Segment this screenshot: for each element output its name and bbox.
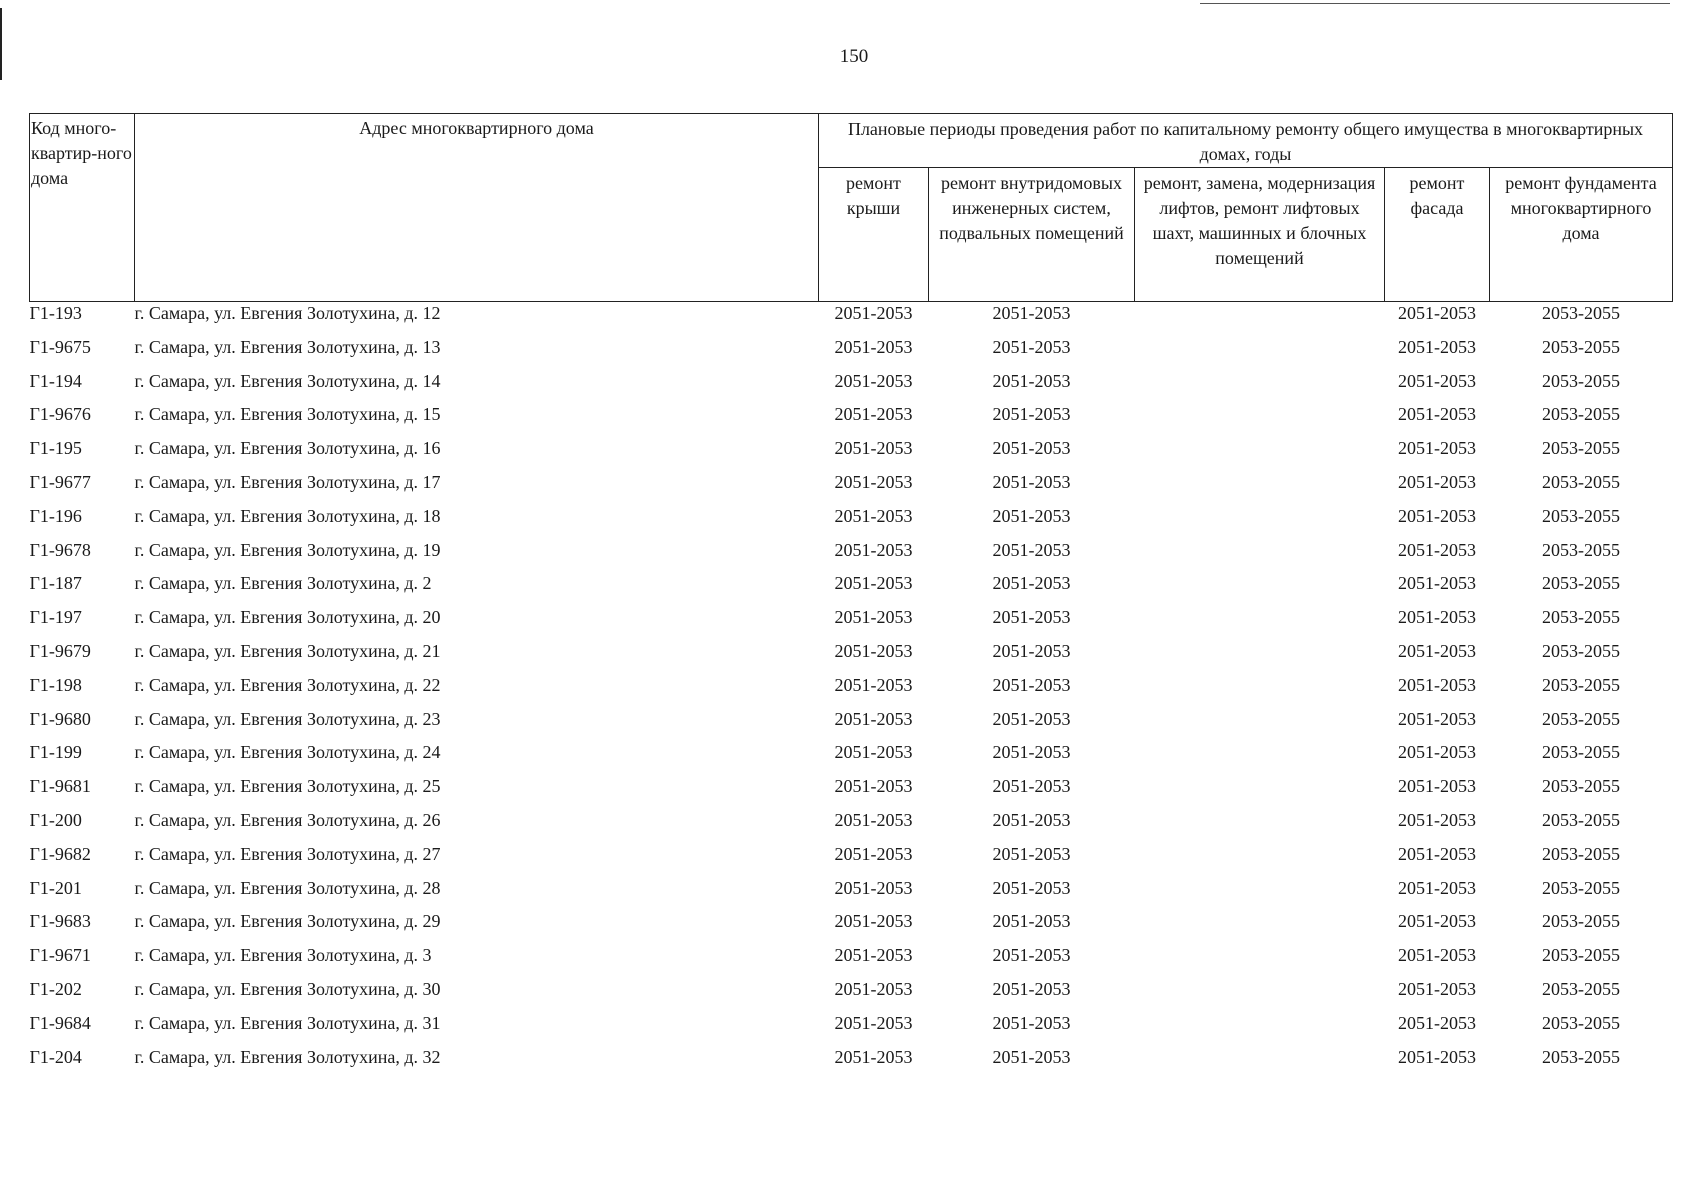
cell-facade: 2051-2053 xyxy=(1398,336,1476,357)
cell-foundation: 2053-2055 xyxy=(1542,843,1620,864)
header-code: Код много-квартир-ного дома xyxy=(30,114,135,302)
cell-code: Г1-9683 xyxy=(29,911,91,932)
cell-roof: 2051-2053 xyxy=(834,809,913,830)
cell-lifts xyxy=(1135,437,1385,471)
header-address: Адрес многоквартирного дома xyxy=(135,114,819,302)
cell-facade: 2051-2053 xyxy=(1398,404,1476,425)
cell-facade: 2051-2053 xyxy=(1398,539,1476,560)
header-row-group xyxy=(30,114,1673,168)
cell-code: Г1-9681 xyxy=(29,776,91,797)
cell-code: Г1-9682 xyxy=(29,843,91,864)
scan-top-line xyxy=(1200,3,1670,4)
cell-code: Г1-9676 xyxy=(29,404,91,425)
header-foundation: ремонт фундамента многоквартирного дома xyxy=(1490,168,1673,302)
cell-address: г. Самара, ул. Евгения Золотухина, д. 14 xyxy=(134,370,441,391)
header-facade: ремонт фасада xyxy=(1385,168,1490,302)
cell-code: Г1-9678 xyxy=(29,539,91,560)
cell-roof: 2051-2053 xyxy=(834,607,913,628)
table-row xyxy=(30,910,1673,944)
cell-facade: 2051-2053 xyxy=(1398,945,1476,966)
cell-address: г. Самара, ул. Евгения Золотухина, д. 19 xyxy=(134,539,441,560)
cell-roof: 2051-2053 xyxy=(834,742,913,763)
cell-engineering: 2051-2053 xyxy=(992,1046,1071,1067)
table-row xyxy=(30,775,1673,809)
table-row xyxy=(30,471,1673,505)
table-row xyxy=(30,674,1673,708)
cell-lifts xyxy=(1135,336,1385,370)
cell-lifts xyxy=(1135,1046,1385,1080)
cell-foundation: 2053-2055 xyxy=(1542,877,1620,898)
cell-foundation: 2053-2055 xyxy=(1542,438,1620,459)
cell-roof: 2051-2053 xyxy=(834,776,913,797)
cell-foundation: 2053-2055 xyxy=(1542,539,1620,560)
table-row xyxy=(30,302,1673,336)
cell-facade: 2051-2053 xyxy=(1398,877,1476,898)
cell-facade: 2051-2053 xyxy=(1398,776,1476,797)
cell-foundation: 2053-2055 xyxy=(1542,742,1620,763)
cell-foundation: 2053-2055 xyxy=(1542,640,1620,661)
cell-lifts xyxy=(1135,403,1385,437)
cell-facade: 2051-2053 xyxy=(1398,742,1476,763)
cell-address: г. Самара, ул. Евгения Золотухина, д. 24 xyxy=(134,742,441,763)
cell-code: Г1-199 xyxy=(29,742,82,763)
table-row xyxy=(30,708,1673,742)
cell-code: Г1-202 xyxy=(29,978,82,999)
cell-roof: 2051-2053 xyxy=(834,640,913,661)
cell-address: г. Самара, ул. Евгения Золотухина, д. 20 xyxy=(134,607,441,628)
cell-engineering: 2051-2053 xyxy=(992,809,1071,830)
cell-code: Г1-9679 xyxy=(29,640,91,661)
table-row xyxy=(30,741,1673,775)
cell-roof: 2051-2053 xyxy=(834,471,913,492)
table-row xyxy=(30,403,1673,437)
cell-roof: 2051-2053 xyxy=(834,877,913,898)
cell-foundation: 2053-2055 xyxy=(1542,607,1620,628)
cell-foundation: 2053-2055 xyxy=(1542,1012,1620,1033)
cell-address: г. Самара, ул. Евгения Золотухина, д. 12 xyxy=(134,303,441,323)
cell-foundation: 2053-2055 xyxy=(1542,336,1620,357)
cell-facade: 2051-2053 xyxy=(1398,1012,1476,1033)
cell-lifts xyxy=(1135,877,1385,911)
cell-facade: 2051-2053 xyxy=(1398,809,1476,830)
cell-roof: 2051-2053 xyxy=(834,336,913,357)
cell-roof: 2051-2053 xyxy=(834,438,913,459)
cell-roof: 2051-2053 xyxy=(834,978,913,999)
cell-code: Г1-198 xyxy=(29,674,82,695)
cell-address: г. Самара, ул. Евгения Золотухина, д. 25 xyxy=(134,776,441,797)
cell-address: г. Самара, ул. Евгения Золотухина, д. 26 xyxy=(134,809,441,830)
cell-roof: 2051-2053 xyxy=(834,708,913,729)
cell-foundation: 2053-2055 xyxy=(1542,505,1620,526)
cell-code: Г1-204 xyxy=(29,1046,82,1067)
cell-facade: 2051-2053 xyxy=(1398,911,1476,932)
cell-foundation: 2053-2055 xyxy=(1542,1046,1620,1067)
cell-roof: 2051-2053 xyxy=(834,404,913,425)
cell-engineering: 2051-2053 xyxy=(992,370,1071,391)
cell-engineering: 2051-2053 xyxy=(992,471,1071,492)
cell-roof: 2051-2053 xyxy=(834,911,913,932)
cell-engineering: 2051-2053 xyxy=(992,1012,1071,1033)
cell-address: г. Самара, ул. Евгения Золотухина, д. 32 xyxy=(134,1046,441,1067)
cell-code: Г1-9671 xyxy=(29,945,91,966)
cell-foundation: 2053-2055 xyxy=(1542,404,1620,425)
cell-lifts xyxy=(1135,775,1385,809)
cell-foundation: 2053-2055 xyxy=(1542,945,1620,966)
cell-foundation: 2053-2055 xyxy=(1542,776,1620,797)
cell-address: г. Самара, ул. Евгения Золотухина, д. 2 xyxy=(134,573,432,594)
cell-facade: 2051-2053 xyxy=(1398,573,1476,594)
cell-facade: 2051-2053 xyxy=(1398,674,1476,695)
cell-roof: 2051-2053 xyxy=(834,370,913,391)
cell-code: Г1-187 xyxy=(29,573,82,594)
cell-roof: 2051-2053 xyxy=(834,539,913,560)
cell-engineering: 2051-2053 xyxy=(992,573,1071,594)
cell-address: г. Самара, ул. Евгения Золотухина, д. 21 xyxy=(134,640,441,661)
page-number: 150 xyxy=(839,46,869,67)
cell-engineering: 2051-2053 xyxy=(992,877,1071,898)
cell-foundation: 2053-2055 xyxy=(1542,809,1620,830)
cell-code: Г1-9684 xyxy=(29,1012,91,1033)
cell-engineering: 2051-2053 xyxy=(992,438,1071,459)
cell-lifts xyxy=(1135,302,1385,336)
scan-edge-mark xyxy=(0,8,2,80)
cell-code: Г1-195 xyxy=(29,438,82,459)
table-body xyxy=(30,302,1673,1080)
cell-foundation: 2053-2055 xyxy=(1542,573,1620,594)
cell-roof: 2051-2053 xyxy=(834,1046,913,1067)
cell-engineering: 2051-2053 xyxy=(992,945,1071,966)
cell-lifts xyxy=(1135,606,1385,640)
cell-foundation: 2053-2055 xyxy=(1542,708,1620,729)
cell-roof: 2051-2053 xyxy=(834,303,913,323)
header-engineering: ремонт внутридомовых инженерных систем, подвальных помещений xyxy=(929,168,1135,302)
table-row xyxy=(30,606,1673,640)
cell-engineering: 2051-2053 xyxy=(992,843,1071,864)
cell-facade: 2051-2053 xyxy=(1398,471,1476,492)
cell-address: г. Самара, ул. Евгения Золотухина, д. 30 xyxy=(134,978,441,999)
cell-facade: 2051-2053 xyxy=(1398,438,1476,459)
cell-roof: 2051-2053 xyxy=(834,843,913,864)
table-row xyxy=(30,843,1673,877)
cell-address: г. Самара, ул. Евгения Золотухина, д. 13 xyxy=(134,336,441,357)
cell-lifts xyxy=(1135,572,1385,606)
cell-lifts xyxy=(1135,674,1385,708)
cell-address: г. Самара, ул. Евгения Золотухина, д. 16 xyxy=(134,438,441,459)
table-row xyxy=(30,572,1673,606)
header-roof: ремонт крыши xyxy=(819,168,929,302)
cell-engineering: 2051-2053 xyxy=(992,404,1071,425)
cell-address: г. Самара, ул. Евгения Золотухина, д. 31 xyxy=(134,1012,441,1033)
cell-lifts xyxy=(1135,505,1385,539)
cell-facade: 2051-2053 xyxy=(1398,303,1476,323)
cell-foundation: 2053-2055 xyxy=(1542,370,1620,391)
table-row xyxy=(30,370,1673,404)
cell-code: Г1-9677 xyxy=(29,471,91,492)
capital-repair-table xyxy=(29,113,1673,1079)
cell-facade: 2051-2053 xyxy=(1398,1046,1476,1067)
table-row xyxy=(30,978,1673,1012)
cell-facade: 2051-2053 xyxy=(1398,505,1476,526)
cell-facade: 2051-2053 xyxy=(1398,607,1476,628)
table-row xyxy=(30,809,1673,843)
cell-engineering: 2051-2053 xyxy=(992,674,1071,695)
cell-foundation: 2053-2055 xyxy=(1542,303,1620,323)
cell-address: г. Самара, ул. Евгения Золотухина, д. 3 xyxy=(134,945,432,966)
table-row xyxy=(30,1012,1673,1046)
table-row xyxy=(30,877,1673,911)
cell-engineering: 2051-2053 xyxy=(992,505,1071,526)
cell-foundation: 2053-2055 xyxy=(1542,978,1620,999)
table-header xyxy=(30,114,1673,302)
cell-address: г. Самара, ул. Евгения Золотухина, д. 22 xyxy=(134,674,441,695)
cell-code: Г1-197 xyxy=(29,607,82,628)
table-row xyxy=(30,539,1673,573)
table-row xyxy=(30,944,1673,978)
cell-address: г. Самара, ул. Евгения Золотухина, д. 17 xyxy=(134,471,441,492)
table-row xyxy=(30,505,1673,539)
cell-code: Г1-194 xyxy=(29,370,82,391)
header-periods-group: Плановые периоды проведения работ по капитальному ремонту общего имущества в многоквартирных домах, годы xyxy=(819,114,1673,168)
cell-lifts xyxy=(1135,471,1385,505)
cell-roof: 2051-2053 xyxy=(834,573,913,594)
cell-facade: 2051-2053 xyxy=(1398,843,1476,864)
cell-facade: 2051-2053 xyxy=(1398,708,1476,729)
cell-engineering: 2051-2053 xyxy=(992,708,1071,729)
cell-lifts xyxy=(1135,910,1385,944)
cell-lifts xyxy=(1135,539,1385,573)
table-row xyxy=(30,336,1673,370)
table-row xyxy=(30,437,1673,471)
cell-engineering: 2051-2053 xyxy=(992,640,1071,661)
cell-engineering: 2051-2053 xyxy=(992,742,1071,763)
cell-roof: 2051-2053 xyxy=(834,674,913,695)
cell-foundation: 2053-2055 xyxy=(1542,674,1620,695)
cell-lifts xyxy=(1135,370,1385,404)
cell-code: Г1-196 xyxy=(29,505,82,526)
cell-engineering: 2051-2053 xyxy=(992,303,1071,323)
cell-lifts xyxy=(1135,708,1385,742)
cell-address: г. Самара, ул. Евгения Золотухина, д. 15 xyxy=(134,404,441,425)
cell-address: г. Самара, ул. Евгения Золотухина, д. 28 xyxy=(134,877,441,898)
cell-code: Г1-9675 xyxy=(29,336,91,357)
table-row xyxy=(30,1046,1673,1080)
cell-engineering: 2051-2053 xyxy=(992,776,1071,797)
cell-lifts xyxy=(1135,809,1385,843)
cell-facade: 2051-2053 xyxy=(1398,640,1476,661)
cell-lifts xyxy=(1135,978,1385,1012)
cell-code: Г1-9680 xyxy=(29,708,91,729)
cell-lifts xyxy=(1135,741,1385,775)
cell-address: г. Самара, ул. Евгения Золотухина, д. 23 xyxy=(134,708,441,729)
cell-engineering: 2051-2053 xyxy=(992,978,1071,999)
cell-roof: 2051-2053 xyxy=(834,505,913,526)
cell-facade: 2051-2053 xyxy=(1398,370,1476,391)
cell-code: Г1-200 xyxy=(29,809,82,830)
cell-foundation: 2053-2055 xyxy=(1542,471,1620,492)
cell-lifts xyxy=(1135,944,1385,978)
cell-lifts xyxy=(1135,1012,1385,1046)
cell-lifts xyxy=(1135,640,1385,674)
cell-engineering: 2051-2053 xyxy=(992,911,1071,932)
cell-engineering: 2051-2053 xyxy=(992,607,1071,628)
cell-foundation: 2053-2055 xyxy=(1542,911,1620,932)
cell-code: Г1-201 xyxy=(29,877,82,898)
cell-address: г. Самара, ул. Евгения Золотухина, д. 27 xyxy=(134,843,441,864)
header-lifts: ремонт, замена, модернизация лифтов, ремонт лифтовых шахт, машинных и блочных помещений xyxy=(1135,168,1385,302)
cell-address: г. Самара, ул. Евгения Золотухина, д. 18 xyxy=(134,505,441,526)
table-row xyxy=(30,640,1673,674)
cell-code: Г1-193 xyxy=(29,303,82,323)
cell-facade: 2051-2053 xyxy=(1398,978,1476,999)
cell-lifts xyxy=(1135,843,1385,877)
cell-roof: 2051-2053 xyxy=(834,1012,913,1033)
cell-address: г. Самара, ул. Евгения Золотухина, д. 29 xyxy=(134,911,441,932)
cell-engineering: 2051-2053 xyxy=(992,336,1071,357)
cell-roof: 2051-2053 xyxy=(834,945,913,966)
cell-engineering: 2051-2053 xyxy=(992,539,1071,560)
